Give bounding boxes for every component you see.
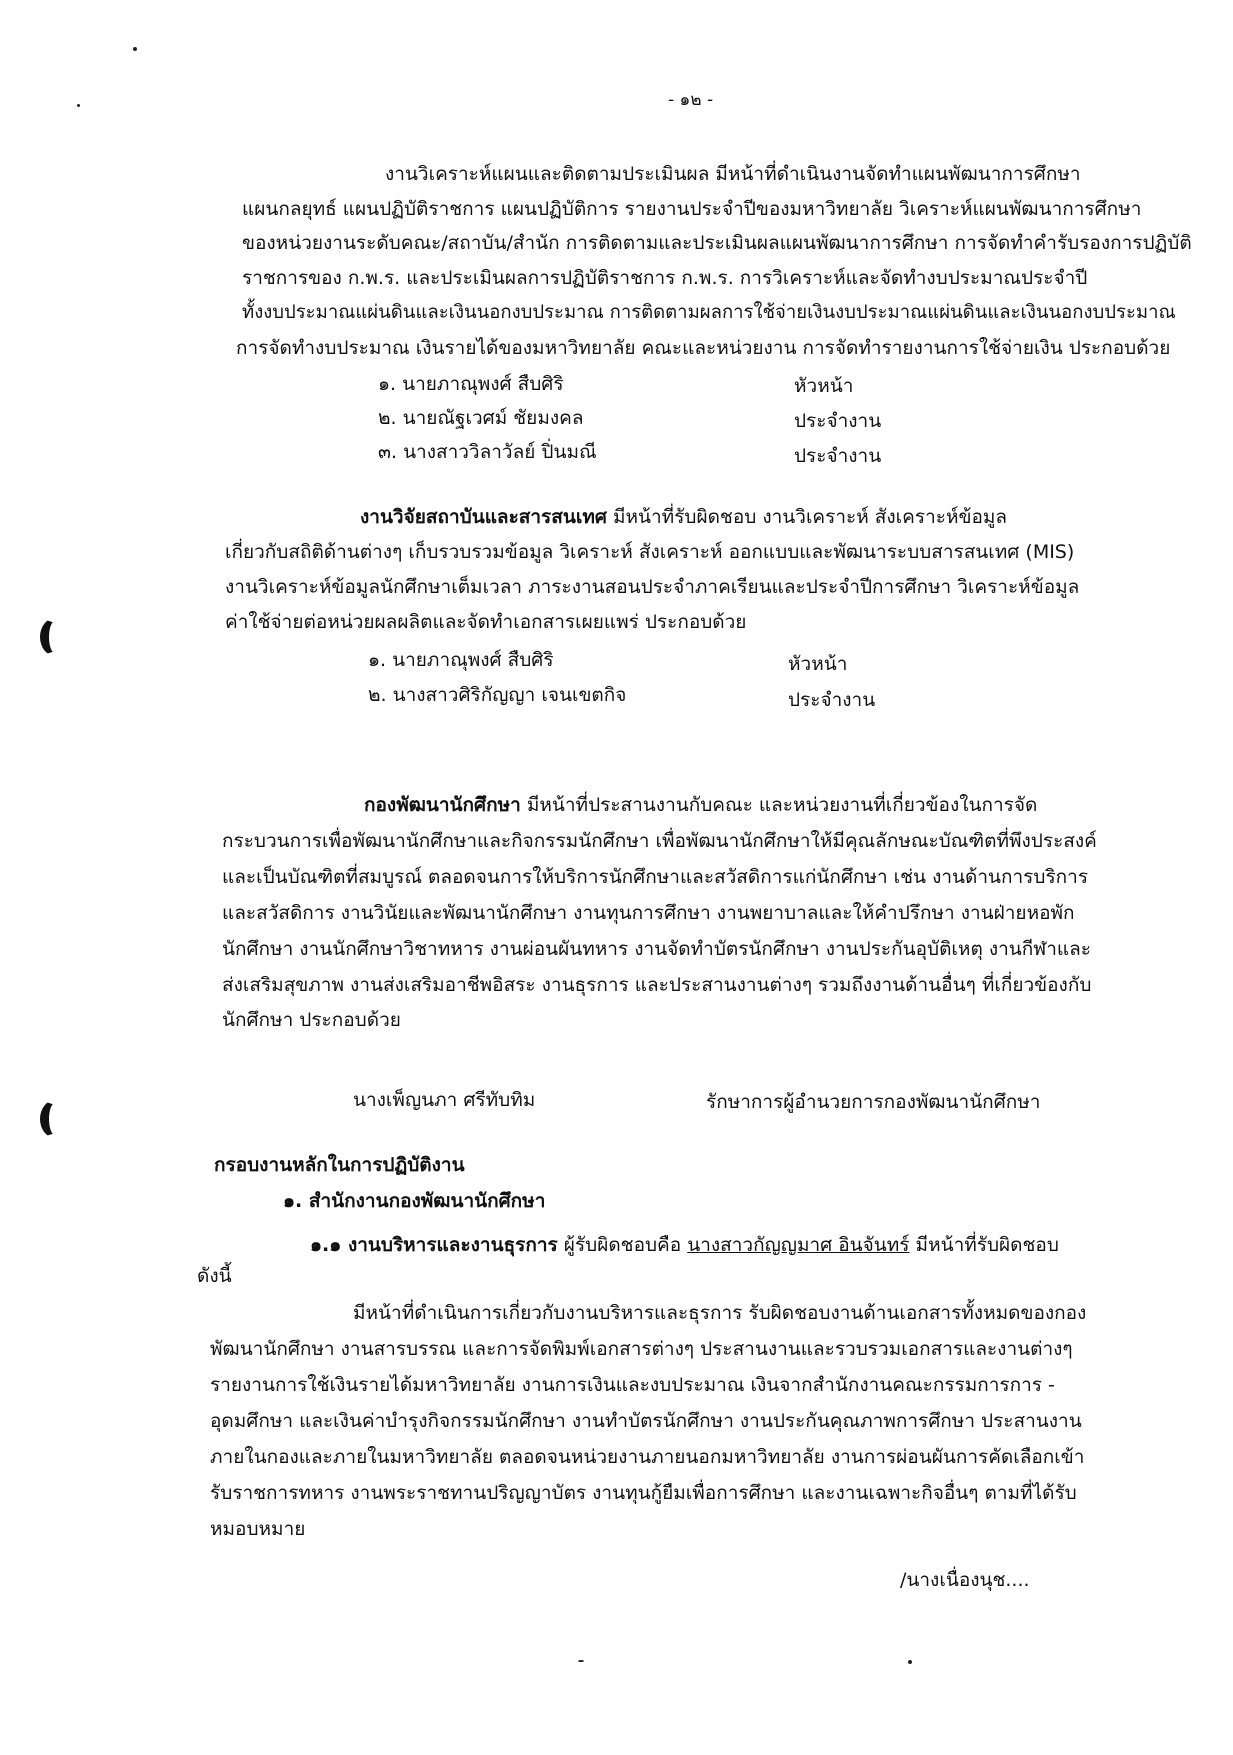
paragraph-line: ค่าใช้จ่ายต่อหน่วยผลผลิตและจัดทำเอกสารเผยแพร่ ประกอบด้วย xyxy=(225,611,747,633)
member-name: ๑. นายภาณุพงศ์ สืบศิริ xyxy=(368,649,554,671)
page-number: - ๑๒ - xyxy=(668,90,714,110)
paragraph-text: มีหน้าที่รับผิดชอบ xyxy=(909,1234,1059,1256)
director-role: รักษาการผู้อำนวยการกองพัฒนานักศึกษา xyxy=(706,1091,1041,1113)
director-name: นางเพ็ญนภา ศรีทับทิม xyxy=(353,1089,536,1111)
section-heading: กองพัฒนานักศึกษา xyxy=(364,794,521,816)
scan-speck xyxy=(578,1660,584,1662)
paragraph-line: ทั้งงบประมาณแผ่นดินและเงินนอกงบประมาณ การติดตามผลการใช้จ่ายเงินงบประมาณแผ่นดินและเงินนอกงบประมาณ xyxy=(242,302,1176,323)
paragraph-line: แผนกลยุทธ์ แผนปฏิบัติราชการ แผนปฏิบัติการ รายงานประจำปีของมหาวิทยาลัย วิเคราะห์แผนพัฒนาการศึกษา xyxy=(242,198,1142,220)
paragraph-line: ของหน่วยงานระดับคณะ/สถาบัน/สำนัก การติดตามและประเมินผลแผนพัฒนาการศึกษา การจัดทำคำรับรองการปฏิบัติ xyxy=(242,232,1192,254)
paragraph-text: มีหน้าที่รับผิดชอบ งานวิเคราะห์ สังเคราะห์ข้อมูล xyxy=(606,506,1008,528)
scan-speck xyxy=(908,1660,912,1664)
subsection-heading: ๑.๑ งานบริหารและงานธุรการ xyxy=(310,1234,558,1256)
member-name: ๒. นางสาวศิริกัญญา เจนเขตกิจ xyxy=(368,684,627,706)
paragraph-line: มีหน้าที่ดำเนินการเกี่ยวกับงานบริหารและธุรการ รับผิดชอบงานด้านเอกสารทั้งหมดของกอง xyxy=(353,1302,1087,1324)
paragraph-line xyxy=(364,793,1037,817)
punch-hole-mark xyxy=(40,1100,70,1138)
paragraph-line: นักศึกษา งานนักศึกษาวิชาทหาร งานผ่อนผันทหาร งานจัดทำบัตรนักศึกษา งานประกันอุบัติเหตุ งานกีฬาและ xyxy=(222,938,1092,960)
member-name: ๑. นายภาณุพงศ์ สืบศิริ xyxy=(378,373,564,395)
member-role: ประจำงาน xyxy=(794,445,882,467)
member-role: ประจำงาน xyxy=(794,410,882,432)
responsible-person: นางสาวกัญญมาศ อินจันทร์ xyxy=(687,1234,910,1256)
paragraph-line: ราชการของ ก.พ.ร. และประเมินผลการปฏิบัติราชการ ก.พ.ร. การวิเคราะห์และจัดทำงบประมาณประจำปี xyxy=(242,267,1088,289)
paragraph-line: การจัดทำงบประมาณ เงินรายได้ของมหาวิทยาลัย คณะและหน่วยงาน การจัดทำรายงานการใช้จ่ายเงิน ประกอบด้วย xyxy=(236,337,1171,359)
paragraph-line: รายงานการใช้เงินรายได้มหาวิทยาลัย งานการเงินและงบประมาณ เงินจากสำนักงานคณะกรรมการการ - xyxy=(210,1374,1055,1396)
paragraph-line: เกี่ยวกับสถิติด้านต่างๆ เก็บรวบรวมข้อมูล วิเคราะห์ สังเคราะห์ ออกแบบและพัฒนาระบบสารสนเทศ (MIS) xyxy=(225,541,1075,563)
continuation-note: /นางเนื่องนุช.... xyxy=(900,1569,1030,1591)
paragraph-text: ผู้รับผิดชอบคือ xyxy=(557,1234,688,1256)
paragraph-line: ส่งเสริมสุขภาพ งานส่งเสริมอาชีพอิสระ งานธุรการ และประสานงานต่างๆ รวมถึงงานด้านอื่นๆ ที่เกี่ยวข้องกับ xyxy=(222,974,1092,996)
paragraph-text: มีหน้าที่ประสานงานกับคณะ และหน่วยงานที่เกี่ยวข้องในการจัด xyxy=(520,794,1038,816)
paragraph-line: ภายในกองและภายในมหาวิทยาลัย ตลอดจนหน่วยงานภายนอกมหาวิทยาลัย งานการผ่อนผันการคัดเลือกเข้า xyxy=(210,1446,1085,1468)
paragraph-line: งานวิเคราะห์แผนและติดตามประเมินผล มีหน้าที่ดำเนินงานจัดทำแผนพัฒนาการศึกษา xyxy=(385,163,1081,185)
paragraph-line xyxy=(310,1233,1059,1257)
paragraph-line: หมอบหมาย xyxy=(210,1518,306,1540)
member-name: ๓. นางสาววิลาวัลย์ ปิ่นมณี xyxy=(378,441,597,463)
paragraph-line: รับราชการทหาร งานพระราชทานปริญญาบัตร งานทุนกู้ยืมเพื่อการศึกษา และงานเฉพาะกิจอื่นๆ ตามที่ได้รับ xyxy=(210,1482,1077,1504)
paragraph-line xyxy=(360,505,1007,529)
paragraph-line: นักศึกษา ประกอบด้วย xyxy=(222,1009,401,1031)
paragraph-line: อุดมศึกษา และเงินค่าบำรุงกิจกรรมนักศึกษา งานทำบัตรนักศึกษา งานประกันคุณภาพการศึกษา ประสานงาน xyxy=(210,1410,1082,1432)
paragraph-line: ดังนี้ xyxy=(197,1265,232,1287)
framework-heading: กรอบงานหลักในการปฏิบัติงาน xyxy=(214,1154,465,1176)
scan-speck xyxy=(77,104,80,107)
scan-speck xyxy=(133,47,137,51)
section-heading: งานวิจัยสถาบันและสารสนเทศ xyxy=(360,506,607,528)
member-role: ประจำงาน xyxy=(788,689,876,711)
member-role: หัวหน้า xyxy=(794,375,854,397)
member-name: ๒. นายณัฐเวศม์ ชัยมงคล xyxy=(378,407,584,429)
paragraph-line: พัฒนานักศึกษา งานสารบรรณ และการจัดพิมพ์เอกสารต่างๆ ประสานงานและรวบรวมเอกสารและงานต่างๆ xyxy=(210,1338,1073,1360)
paragraph-line: และเป็นบัณฑิตที่สมบูรณ์ ตลอดจนการให้บริการนักศึกษาและสวัสดิการแก่นักศึกษา เช่น งานด้านการบริการ xyxy=(222,866,1089,888)
subsection-heading: ๑. สำนักงานกองพัฒนานักศึกษา xyxy=(283,1190,546,1212)
paragraph-line: งานวิเคราะห์ข้อมูลนักศึกษาเต็มเวลา ภาระงานสอนประจำภาคเรียนและประจำปีการศึกษา วิเคราะห์ข้อมูล xyxy=(225,576,1080,598)
punch-hole-mark xyxy=(40,618,70,656)
member-role: หัวหน้า xyxy=(788,653,848,675)
paragraph-line: กระบวนการเพื่อพัฒนานักศึกษาและกิจกรรมนักศึกษา เพื่อพัฒนานักศึกษาให้มีคุณลักษณะบัณฑิตที่พึงประสงค์ xyxy=(222,830,1097,852)
paragraph-line: และสวัสดิการ งานวินัยและพัฒนานักศึกษา งานทุนการศึกษา งานพยาบาลและให้คำปรึกษา งานฝ่ายหอพัก xyxy=(222,902,1075,924)
